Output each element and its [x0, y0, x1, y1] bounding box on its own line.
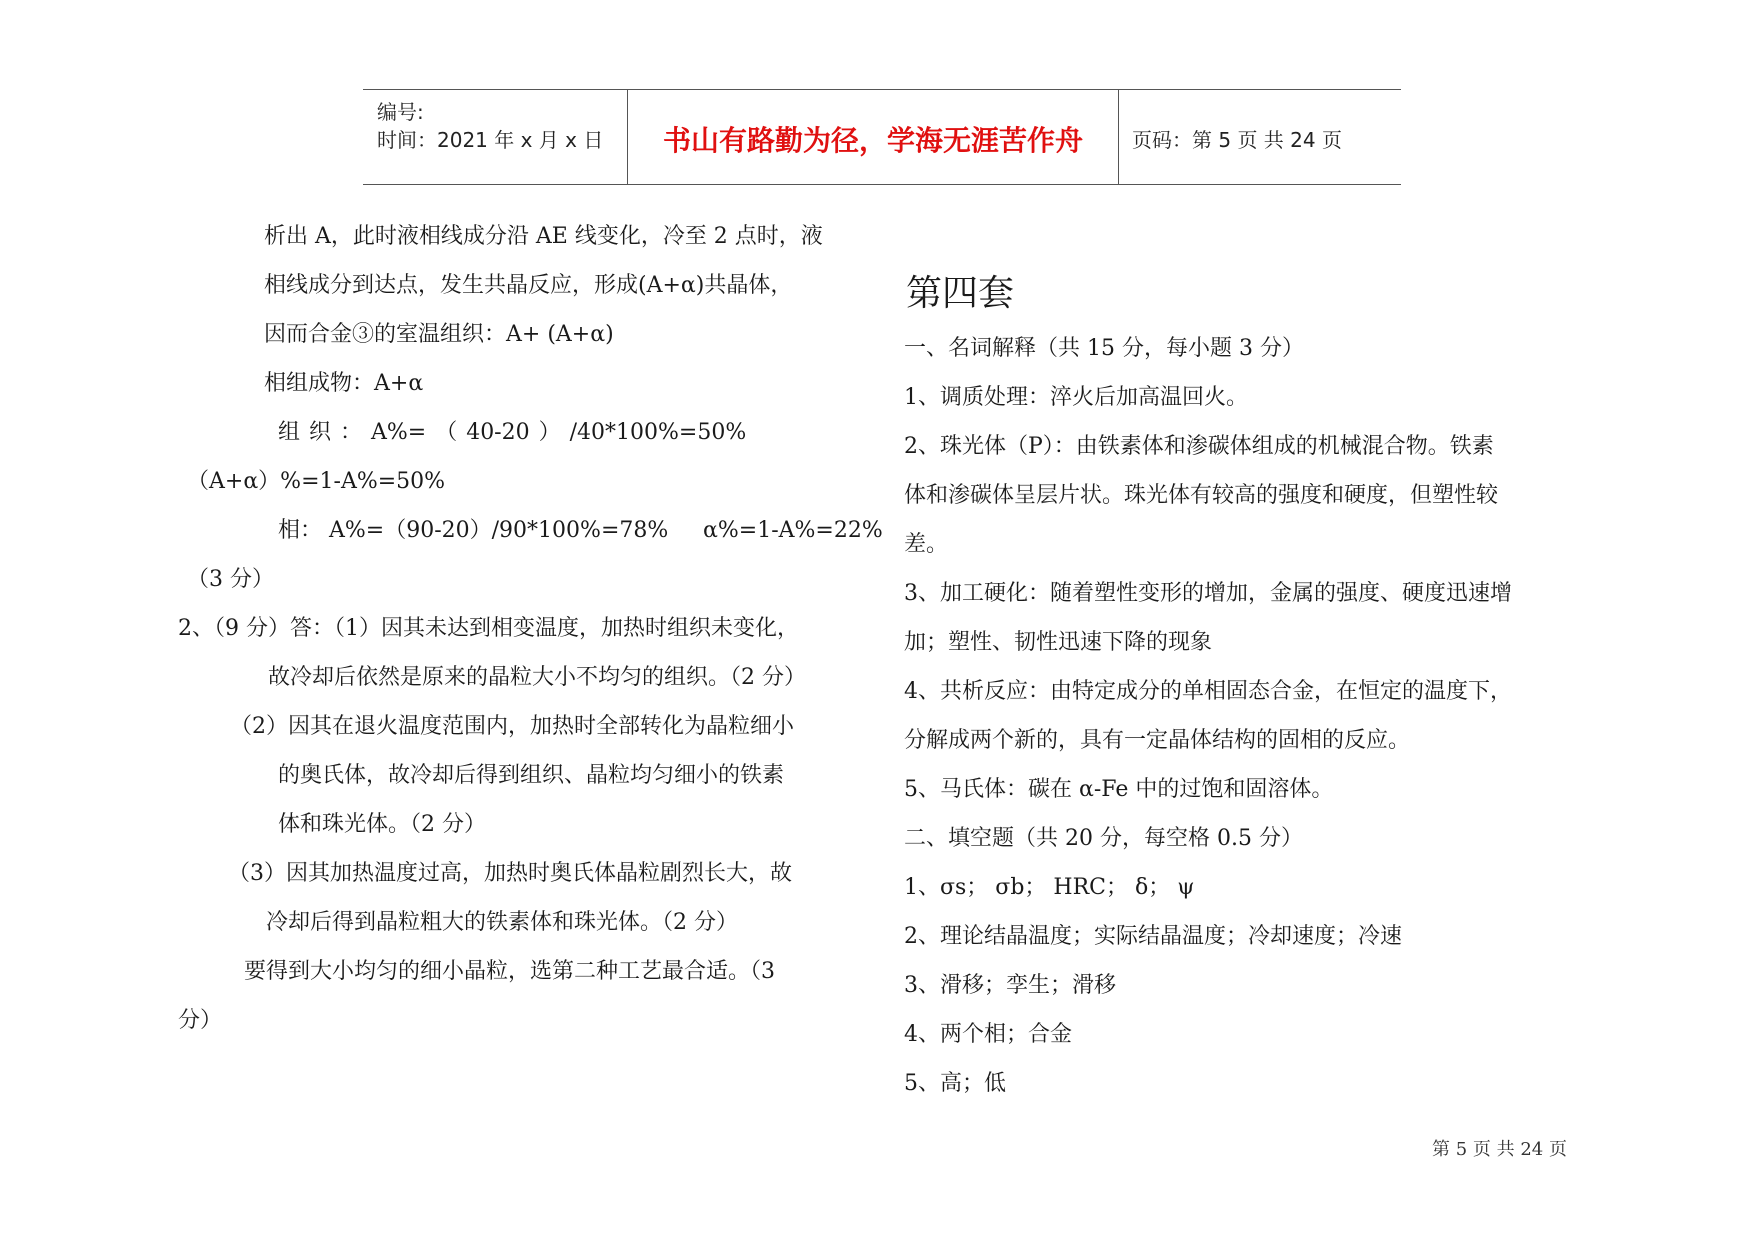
- left-line: （3）因其加热温度过高，加热时奥氏体晶粒剧烈长大，故: [228, 861, 792, 886]
- document-time-label: 时间：2021 年 x 月 x 日: [377, 128, 604, 152]
- right-line: 3、滑移；孪生；滑移: [904, 973, 1116, 998]
- right-line: 4、共析反应：由特定成分的单相固态合金，在恒定的温度下，: [904, 679, 1512, 704]
- left-line: 因而合金③的室温组织：A+ (A+α): [264, 322, 614, 347]
- left-line: （3 分）: [187, 567, 274, 592]
- header-page-info: 页码：第 5 页 共 24 页: [1132, 128, 1342, 152]
- header-motto-cell: [627, 90, 1119, 184]
- document-number-label: 编号:: [377, 100, 424, 124]
- right-line: 2、珠光体（P）：由铁素体和渗碳体组成的机械混合物。铁素: [904, 434, 1494, 459]
- right-line: 体和渗碳体呈层片状。珠光体有较高的强度和硬度，但塑性较: [904, 483, 1499, 508]
- left-line: 要得到大小均匀的细小晶粒，选第二种工艺最合适。（3: [244, 959, 775, 984]
- right-line: 分解成两个新的，具有一定晶体结构的固相的反应。: [904, 728, 1411, 753]
- left-line: 2、（9 分）答：（1）因其未达到相变温度，加热时组织未变化，: [178, 616, 799, 641]
- left-line: 体和珠光体。（2 分）: [278, 812, 486, 837]
- right-line: 一、名词解释（共 15 分，每小题 3 分）: [904, 336, 1304, 361]
- right-line: 差。: [904, 532, 949, 557]
- left-line: 的奥氏体，故冷却后得到组织、晶粒均匀细小的铁素: [278, 763, 785, 788]
- right-line: 3、加工硬化：随着塑性变形的增加，金属的强度、硬度迅速增: [904, 581, 1512, 606]
- right-line: 1、σs； σb； HRC； δ； ψ: [904, 875, 1195, 900]
- left-line: 故冷却后依然是原来的晶粒大小不均匀的组织。（2 分）: [268, 665, 806, 690]
- page-footer: 第 5 页 共 24 页: [1432, 1139, 1567, 1160]
- left-line: α%=1-A%=22%: [703, 518, 883, 543]
- left-line: 析出 A，此时液相线成分沿 AE 线变化，冷至 2 点时，液: [264, 224, 823, 249]
- left-line: （A+α）%=1-A%=50%: [187, 469, 446, 494]
- section-title: 第四套: [906, 273, 1015, 314]
- right-line: 加；塑性、韧性迅速下降的现象: [904, 630, 1213, 655]
- left-line: （2）因其在退火温度范围内，加热时全部转化为晶粒细小: [230, 714, 794, 739]
- right-line: 5、马氏体：碳在 α-Fe 中的过饱和固溶体。: [904, 777, 1334, 802]
- left-line: 冷却后得到晶粒粗大的铁素体和珠光体。（2 分）: [266, 910, 738, 935]
- left-line: 分）: [178, 1008, 223, 1033]
- left-line: 组 织 ： A%= （ 40-20 ） /40*100%=50%: [278, 420, 747, 445]
- right-line: 5、高；低: [904, 1071, 1006, 1096]
- right-line: 2、理论结晶温度；实际结晶温度；冷却速度；冷速: [904, 924, 1402, 949]
- right-line: 1、调质处理：淬火后加高温回火。: [904, 385, 1248, 410]
- left-line: 相组成物：A+α: [264, 371, 424, 396]
- header-motto: 书山有路勤为径，学海无涯苦作舟: [662, 124, 1083, 157]
- right-line: 4、两个相；合金: [904, 1022, 1072, 1047]
- left-line: 相： A%=（90-20）/90*100%=78%: [278, 518, 669, 543]
- left-line: 相线成分到达点，发生共晶反应，形成(A+α)共晶体，: [264, 273, 793, 298]
- header-info-cell: [363, 90, 627, 184]
- right-line: 二、填空题（共 20 分，每空格 0.5 分）: [904, 826, 1303, 851]
- header-page-cell: [1118, 90, 1401, 184]
- page-header: [363, 89, 1401, 185]
